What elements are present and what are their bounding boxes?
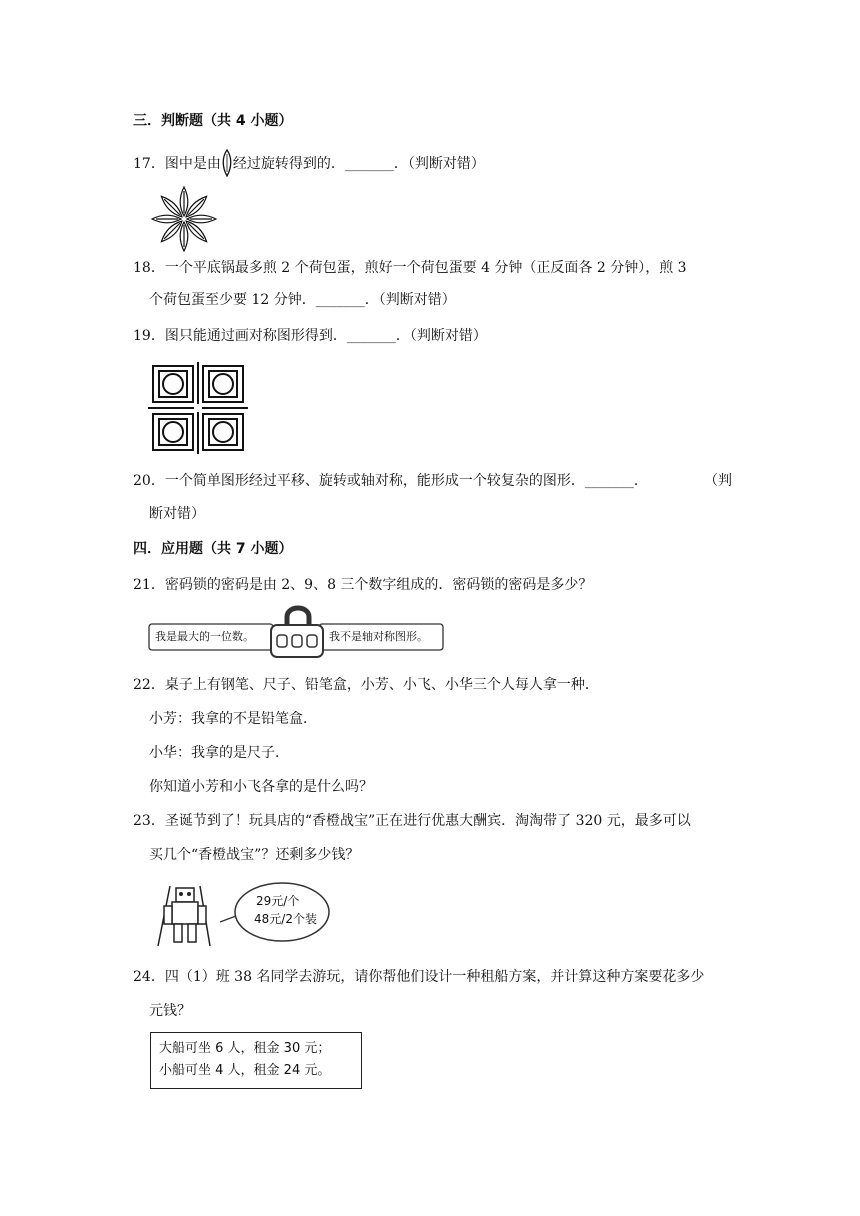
question-20-line2: 断对错） xyxy=(149,506,205,522)
price-pair: 48元/2个装 xyxy=(254,912,317,926)
lock-left-bubble: 我是最大的一位数。 xyxy=(155,630,254,643)
question-23-line2: 买几个“香橙战宝”？还剩多少钱？ xyxy=(149,847,360,863)
price-single: 29元/个 xyxy=(256,894,300,908)
question-20-line1-right: （判 xyxy=(704,473,732,489)
section-3-title: 三．判断题（共 4 小题） xyxy=(133,113,293,129)
section-4-title: 四．应用题（共 7 小题） xyxy=(133,541,293,557)
petal-icon xyxy=(221,149,233,177)
question-23-line1: 23．圣诞节到了！玩具店的“香橙战宝”正在进行优惠大酬宾．淘淘带了 320 元，最多可以 xyxy=(133,813,691,829)
question-17-post: 经过旋转得到的．_______．（判断对错） xyxy=(232,156,485,172)
question-20-line1: 20．一个简单图形经过平移、旋转或轴对称，能形成一个较复杂的图形．_______． xyxy=(133,473,648,489)
lock-right-bubble: 我不是轴对称图形。 xyxy=(329,630,428,643)
question-24-line1: 24．四（1）班 38 名同学去游玩，请你帮他们设计一种租船方案，并计算这种方案要花多少 xyxy=(133,969,705,985)
question-22-line3: 小华：我拿的是尺子． xyxy=(149,745,289,761)
question-21: 21．密码锁的密码是由 2、9、8 三个数字组成的．密码锁的密码是多少？ xyxy=(133,577,593,593)
question-18-line2: 个荷包蛋至少要 12 分钟．_______．（判断对错） xyxy=(149,292,456,308)
question-22-line2: 小芳：我拿的不是铅笔盒． xyxy=(149,711,317,727)
small-boat-info: 小船可坐 4 人，租金 24 元。 xyxy=(159,1063,331,1078)
boat-rental-box xyxy=(150,1032,362,1089)
symmetric-squares-figure xyxy=(148,362,248,454)
big-boat-info: 大船可坐 6 人，租金 30 元； xyxy=(159,1041,331,1056)
question-18-line1: 18．一个平底锅最多煎 2 个荷包蛋，煎好一个荷包蛋要 4 分钟（正反面各 2 分钟），煎 3 xyxy=(133,260,687,276)
star-rotation-figure xyxy=(150,185,218,253)
robot-toy-illustration xyxy=(148,878,334,952)
lock-illustration xyxy=(146,601,446,661)
question-17-pre: 17．图中是由 xyxy=(133,156,221,172)
question-22-line4: 你知道小芳和小飞各拿的是什么吗？ xyxy=(149,779,373,795)
question-24-line2: 元钱？ xyxy=(149,1003,191,1019)
question-22-line1: 22．桌子上有钢笔、尺子、铅笔盒，小芳、小飞、小华三个人每人拿一种． xyxy=(133,677,599,693)
question-17 xyxy=(133,149,485,177)
question-19: 19．图只能通过画对称图形得到．_______．（判断对错） xyxy=(133,328,487,344)
